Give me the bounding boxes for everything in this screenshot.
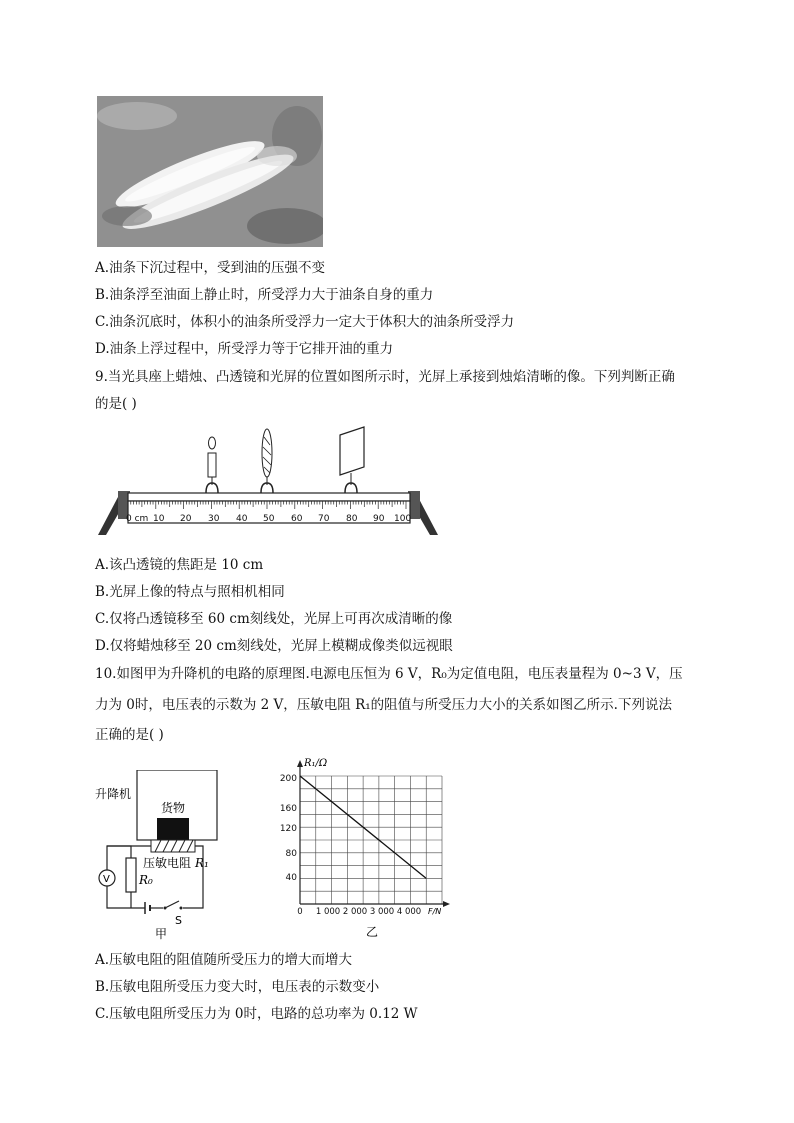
- q9-stem-line2: 的是( ): [95, 396, 137, 412]
- ruler-label-0: 0 cm: [126, 514, 149, 524]
- r0-label: R₀: [139, 873, 153, 887]
- cargo-label: 货物: [161, 801, 186, 815]
- graph-grid: [300, 776, 442, 904]
- y-tick-80: 80: [285, 849, 297, 859]
- q8-option-b: B.油条浮至油面上静止时，所受浮力大于油条自身的重力: [95, 287, 434, 303]
- ruler-label-100: 100: [394, 514, 412, 524]
- q9-option-d: D.仅将蜡烛移至 20 cm刻线处，光屏上模糊成像类似远视眼: [95, 638, 453, 654]
- r0-resistor: [126, 858, 136, 892]
- resistance-force-graph: [278, 756, 458, 942]
- q10-stem-line3: 正确的是( ): [95, 727, 164, 743]
- y-tick-40: 40: [285, 873, 297, 883]
- q9-option-b: B.光屏上像的特点与照相机相同: [95, 584, 285, 600]
- candle: [206, 437, 218, 493]
- ruler-label-50: 50: [263, 514, 275, 524]
- ruler-label-60: 60: [291, 514, 303, 524]
- y-tick-120: 120: [279, 824, 297, 834]
- q8-option-c: C.油条沉底时，体积小的油条所受浮力一定大于体积大的油条所受浮力: [95, 314, 515, 330]
- x-axis-label: F/N: [428, 907, 442, 916]
- ruler-label-10: 10: [153, 514, 165, 524]
- x-tick-4000: 4 000: [396, 907, 422, 917]
- x-tick-1000: 1 000: [315, 907, 341, 917]
- y-tick-200: 200: [279, 774, 297, 784]
- cargo-block: [157, 818, 189, 840]
- x-tick-2000: 2 000: [342, 907, 368, 917]
- optical-bench-figure: [98, 425, 438, 540]
- ruler-label-90: 90: [373, 514, 385, 524]
- q9-option-c: C.仅将凸透镜移至 60 cm刻线处，光屏上可再次成清晰的像: [95, 611, 453, 627]
- y-tick-160: 160: [279, 804, 297, 814]
- q8-option-d: D.油条上浮过程中，所受浮力等于它排开油的重力: [95, 341, 394, 357]
- q10-stem-line1: 10.如图甲为升降机的电路的原理图.电源电压恒为 6 V，R₀为定值电阻，电压表量程为 0~3 V，压: [95, 666, 683, 682]
- q9-stem-line1: 9.当光具座上蜡烛、凸透镜和光屏的位置如图所示时，光屏上承接到烛焰清晰的像。下列判断正确: [95, 369, 675, 385]
- switch-label: S: [175, 914, 182, 927]
- light-screen: [340, 427, 364, 493]
- ruler-label-40: 40: [236, 514, 248, 524]
- fried-dough-photo: [97, 96, 323, 247]
- x-tick-0: 0: [297, 907, 303, 917]
- q10-stem-line2: 力为 0时，电压表的示数为 2 V，压敏电阻 R₁的阻值与所受压力大小的关系如图乙所示.下列说法: [95, 697, 672, 713]
- lift-circuit-diagram: [95, 770, 230, 940]
- ruler-label-80: 80: [346, 514, 358, 524]
- q8-option-a: A.油条下沉过程中，受到油的压强不变: [95, 260, 326, 276]
- bench-rail: [128, 493, 410, 501]
- switch-icon: [165, 901, 179, 908]
- voltmeter-symbol: V: [103, 874, 110, 885]
- ruler-label-20: 20: [180, 514, 192, 524]
- q10-option-a: A.压敏电阻的阻值随所受压力的增大而增大: [95, 952, 353, 968]
- graph-caption: 乙: [366, 925, 379, 939]
- ruler-label-30: 30: [208, 514, 220, 524]
- y-axis-label: R₁/Ω: [304, 758, 328, 769]
- convex-lens: [261, 429, 273, 493]
- pressure-resistor-label: 压敏电阻: [143, 856, 192, 870]
- lift-label: 升降机: [95, 787, 132, 801]
- q10-option-b: B.压敏电阻所受压力变大时，电压表的示数变小: [95, 979, 380, 995]
- r1-label: R₁: [195, 856, 209, 870]
- ruler-label-70: 70: [318, 514, 330, 524]
- circuit-caption: 甲: [155, 927, 168, 940]
- q10-option-c: C.压敏电阻所受压力为 0时，电路的总功率为 0.12 W: [95, 1006, 418, 1022]
- x-tick-3000: 3 000: [369, 907, 395, 917]
- q9-option-a: A.该凸透镜的焦距是 10 cm: [95, 557, 264, 573]
